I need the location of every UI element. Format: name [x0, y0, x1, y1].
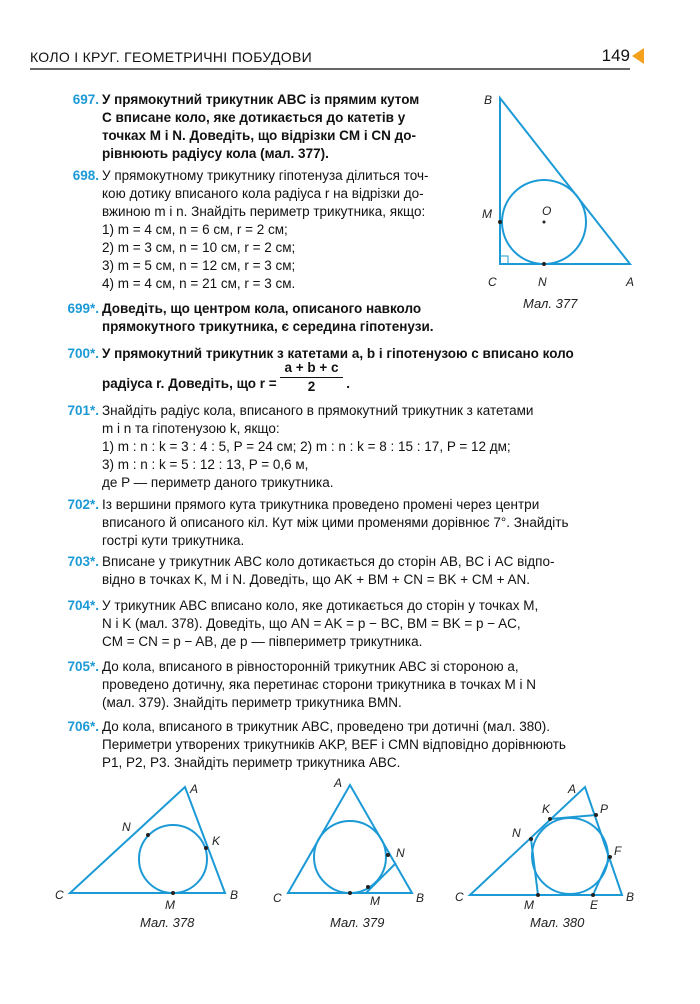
problem-line: Знайдіть радіус кола, вписаного в прямокутний трикутник з катетами	[102, 403, 534, 418]
problem-line: 2) m = 3 см, n = 10 см, r = 2 см;	[102, 240, 296, 255]
label-a: A	[626, 275, 635, 289]
fraction-denominator: 2	[307, 379, 316, 394]
figure-377	[480, 88, 680, 318]
label-a: A	[568, 782, 577, 796]
header-rule	[30, 68, 630, 70]
problem-line: (мал. 379). Знайдіть периметр трикутника BMN.	[102, 695, 402, 710]
fraction-numerator: a + b + c	[280, 359, 342, 378]
problem-line: Із вершини прямого кута трикутника проведено промені через центри	[102, 497, 540, 512]
problem-number: 706*.	[67, 719, 99, 734]
point-n	[542, 262, 546, 266]
problem-line: Доведіть, що центром кола, описаного навколо	[102, 301, 422, 316]
problem-line: 3) m : n : k = 5 : 12 : 13, P = 0,6 м,	[102, 457, 309, 472]
point-m	[171, 891, 175, 895]
problem-line: У прямокутний трикутник з катетами a, b і гіпотенузою c вписано коло	[102, 346, 574, 361]
label-a: A	[334, 776, 343, 790]
right-angle-mark	[500, 256, 508, 264]
label-f: F	[614, 844, 622, 858]
problem-704	[67, 597, 539, 651]
problem-705	[67, 658, 536, 712]
caption-379: Мал. 379	[330, 915, 385, 930]
problem-line: 3) m = 5 см, n = 12 см, r = 3 см;	[102, 258, 296, 273]
problem-706	[67, 718, 566, 772]
problem-line: 4) m = 4 см, n = 21 см, r = 3 см.	[102, 276, 296, 291]
incircle	[314, 821, 386, 893]
problem-701	[67, 402, 534, 492]
problem-line: 1) m = 4 см, n = 6 см, r = 2 см;	[102, 222, 288, 237]
label-c: C	[273, 891, 282, 905]
tangent-ef	[593, 857, 610, 895]
problem-line: вжиною m і n. Знайдіть периметр трикутника, якщо:	[102, 204, 426, 219]
problem-number: 705*.	[67, 659, 99, 674]
caption-378: Мал. 378	[140, 915, 195, 930]
formula-suffix: .	[346, 376, 351, 392]
problem-line: гострі кути трикутника.	[102, 533, 245, 548]
problem-line: У прямокутному трикутнику гіпотенуза ділиться точ-	[102, 168, 429, 183]
problem-number: 701*.	[67, 403, 99, 418]
problem-line: кою дотику вписаного кола радіуса r на відрізки до-	[102, 186, 424, 201]
chapter-title: КОЛО І КРУГ. ГЕОМЕТРИЧНІ ПОБУДОВИ	[30, 49, 312, 65]
point-n	[146, 833, 150, 837]
label-k: K	[212, 834, 221, 848]
point-p	[594, 813, 598, 817]
point-o	[543, 221, 546, 224]
problem-line: У трикутник ABC вписано коло, яке дотикається до сторін у точках M,	[102, 598, 539, 613]
page-header	[30, 44, 670, 70]
problem-line: проведено дотичну, яка перетинає сторони трикутника в точках M і N	[102, 677, 536, 692]
problem-line: До кола, вписаного в рівносторонній трикутник ABC зі стороною a,	[102, 659, 519, 674]
point-n	[529, 837, 533, 841]
problem-number: 704*.	[67, 598, 99, 613]
problem-line: N і K (мал. 378). Доведіть, що AN = AK = p − BC, BM = BK = p − AC,	[102, 616, 521, 631]
incircle	[532, 818, 608, 894]
label-o: O	[542, 204, 552, 218]
problem-line: рівнюють радіусу кола (мал. 377).	[102, 146, 329, 161]
label-m: M	[482, 207, 492, 221]
problem-line: точках M і N. Доведіть, що відрізки CM і CN до-	[102, 128, 416, 143]
point-m	[536, 893, 540, 897]
problem-line: CM = CN = p − AB, де p — півпериметр трикутника.	[102, 634, 423, 649]
label-m: M	[370, 894, 380, 908]
problem-line: Вписане у трикутник ABC коло дотикається до сторін AB, BC і AC відпо-	[102, 554, 555, 569]
problem-number: 698.	[72, 168, 99, 183]
figure-378	[50, 775, 250, 935]
page-number: 149	[601, 46, 630, 65]
problem-number: 703*.	[67, 554, 99, 569]
caption-377: Мал. 377	[523, 296, 578, 311]
problem-703	[67, 553, 555, 589]
label-b: B	[416, 891, 425, 905]
figure-380	[450, 775, 670, 935]
label-p: P	[600, 802, 609, 816]
problem-702	[67, 496, 569, 550]
caption-380: Мал. 380	[530, 915, 585, 930]
problem-line: де P — периметр даного трикутника.	[102, 475, 334, 490]
label-c: C	[55, 888, 64, 902]
problem-line: вписаного й описаного кіл. Кут між цими променями дорівнює 7°. Знайдіть	[102, 515, 569, 530]
label-b: B	[626, 890, 635, 904]
label-b: B	[484, 93, 493, 107]
label-m: M	[165, 898, 175, 912]
triangle-abc	[288, 785, 412, 893]
problem-700	[67, 345, 574, 396]
problem-number: 697.	[72, 92, 99, 107]
label-c: C	[488, 275, 497, 289]
problem-number: 702*.	[67, 497, 99, 512]
label-n: N	[122, 820, 131, 834]
problem-line	[102, 360, 574, 396]
problem-line: прямокутного трикутника, є середина гіпотенузи.	[102, 319, 434, 334]
point-n	[386, 853, 390, 857]
formula-fraction	[280, 359, 342, 396]
problem-698	[72, 167, 429, 293]
point-k	[548, 817, 552, 821]
label-n: N	[396, 846, 405, 860]
problem-line: m і n та гіпотенузою k, якщо:	[102, 421, 280, 436]
label-c: C	[455, 890, 464, 904]
point-f	[608, 855, 612, 859]
problem-line: До кола, вписаного в трикутник ABC, проведено три дотичні (мал. 380).	[102, 719, 551, 734]
problem-line: P1, P2, P3. Знайдіть периметр трикутника ABC.	[102, 755, 401, 770]
label-m: M	[524, 898, 534, 912]
formula-prefix: радіуса r. Доведіть, що r =	[102, 376, 277, 392]
label-n: N	[512, 826, 521, 840]
label-b: B	[230, 888, 239, 902]
point-m	[366, 885, 370, 889]
tangent-mn	[366, 863, 396, 893]
label-n: N	[538, 275, 547, 289]
label-e: E	[590, 898, 599, 912]
triangle-abc	[500, 98, 630, 264]
figure-379	[270, 775, 450, 935]
point-e	[591, 893, 595, 897]
point-k	[204, 846, 208, 850]
label-a: A	[190, 782, 199, 796]
tangent-mn	[531, 839, 538, 895]
problem-line: 1) m : n : k = 3 : 4 : 5, P = 24 см; 2) m : n : k = 8 : 15 : 17, P = 12 дм;	[102, 439, 511, 454]
problem-699	[67, 300, 434, 336]
problem-line: C вписане коло, яке дотикається до катетів у	[102, 110, 406, 125]
problem-line: відно в точках K, M і N. Доведіть, що AK + BM + CN = BK + CM + AN.	[102, 572, 530, 587]
problem-line: Периметри утворених трикутників AKP, BEF і CMN відповідно дорівнюють	[102, 737, 566, 752]
problem-number: 700*.	[67, 346, 99, 361]
point-m	[498, 220, 502, 224]
label-k: K	[542, 802, 551, 816]
problem-line: У прямокутний трикутник ABC із прямим кутом	[102, 92, 420, 107]
point-tangent	[348, 891, 352, 895]
problem-697	[72, 91, 420, 163]
problem-number: 699*.	[67, 301, 99, 316]
page-marker-icon	[632, 48, 644, 64]
